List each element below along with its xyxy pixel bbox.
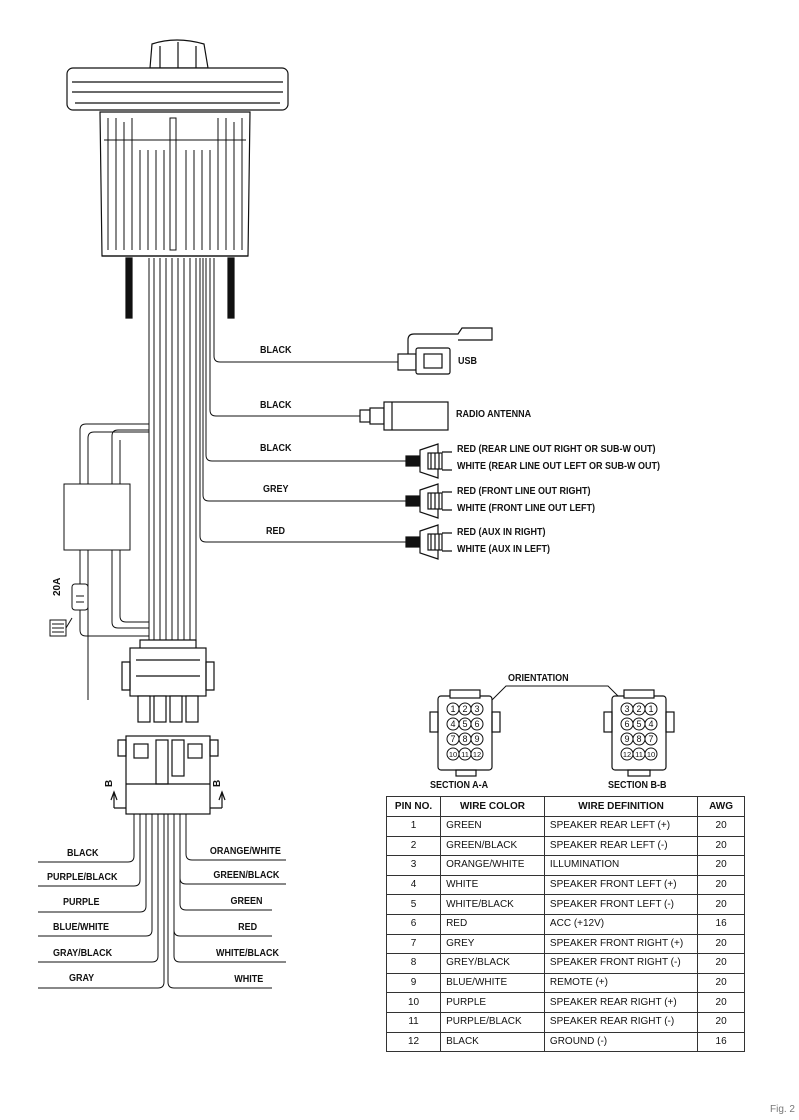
section-bb-label: SECTION B-B <box>608 780 667 791</box>
wire-definition-cell: SPEAKER REAR RIGHT (-) <box>544 1012 697 1032</box>
pin-cell: 3 <box>387 856 441 876</box>
right-wire-label: WHITE/BLACK <box>216 948 279 959</box>
table-row <box>387 895 745 915</box>
aux-red-label: RED (AUX IN RIGHT) <box>457 527 546 538</box>
left-wire-label: PURPLE/BLACK <box>47 872 118 883</box>
column-header: AWG <box>698 797 745 817</box>
pin-number: 8 <box>462 734 468 744</box>
column-header: PIN NO. <box>387 797 441 817</box>
pin-cell: 2 <box>387 836 441 856</box>
right-wire-label: WHITE <box>234 974 263 985</box>
pin-number: 10 <box>646 750 656 759</box>
right-wire-label: RED <box>237 922 257 933</box>
left-wire-label: BLUE/WHITE <box>53 922 109 933</box>
awg-cell: 20 <box>698 954 745 974</box>
rear-line-red-label: RED (REAR LINE OUT RIGHT OR SUB-W OUT) <box>457 444 656 455</box>
pin-cell: 8 <box>387 954 441 974</box>
awg-cell: 20 <box>698 875 745 895</box>
pin-cell: 12 <box>387 1032 441 1052</box>
pin-cell: 7 <box>387 934 441 954</box>
table-row <box>387 973 745 993</box>
pin-cell: 5 <box>387 895 441 915</box>
section-marker-right: B <box>212 779 223 787</box>
right-wire-label: GREEN <box>230 896 263 907</box>
wire-definition-cell: SPEAKER FRONT RIGHT (+) <box>544 934 697 954</box>
orientation-label: ORIENTATION <box>508 673 569 684</box>
orientation-line <box>492 686 618 700</box>
speaker-wires-right <box>168 814 286 988</box>
column-header: WIRE DEFINITION <box>544 797 697 817</box>
awg-cell: 16 <box>698 914 745 934</box>
wire-color-cell: WHITE/BLACK <box>441 895 545 915</box>
pin-number: 2 <box>636 704 642 714</box>
harness-connector-female <box>111 736 225 814</box>
wire-color-cell: GREEN/BLACK <box>441 836 545 856</box>
pin-table <box>386 796 745 1052</box>
table-row <box>387 954 745 974</box>
pin-cell: 1 <box>387 817 441 837</box>
awg-cell: 20 <box>698 817 745 837</box>
right-wire-label: ORANGE/WHITE <box>209 846 281 857</box>
pin-cell: 6 <box>387 914 441 934</box>
pin-cell: 9 <box>387 973 441 993</box>
pin-number: 7 <box>450 734 456 744</box>
wire-definition-cell: SPEAKER REAR RIGHT (+) <box>544 993 697 1013</box>
table-row <box>387 934 745 954</box>
pin-number: 7 <box>648 734 654 744</box>
pin-number: 6 <box>474 719 480 729</box>
wire-definition-cell: SPEAKER REAR LEFT (-) <box>544 836 697 856</box>
speaker-wires-left <box>38 814 164 988</box>
pin-cell: 4 <box>387 875 441 895</box>
figure-label: Fig. 2 <box>769 1104 795 1115</box>
wire-color-cell: GREY/BLACK <box>441 954 545 974</box>
pin-number: 9 <box>474 734 480 744</box>
wire-definition-cell: REMOTE (+) <box>544 973 697 993</box>
wire-color-cell: ORANGE/WHITE <box>441 856 545 876</box>
column-header: WIRE COLOR <box>441 797 545 817</box>
left-wire-label: PURPLE <box>63 897 100 908</box>
usb-label: USB <box>458 356 478 367</box>
pin-number: 5 <box>636 719 642 729</box>
left-wire-label: BLACK <box>67 848 99 859</box>
rca-front-line-out <box>406 484 452 518</box>
antenna-label: RADIO ANTENNA <box>456 409 532 420</box>
table-row <box>387 1012 745 1032</box>
wire-color-cell: GREEN <box>441 817 545 837</box>
usb-wire-label: BLACK <box>260 345 292 356</box>
pin-number: 6 <box>624 719 630 729</box>
rear-line-white-label: WHITE (REAR LINE OUT LEFT OR SUB-W OUT) <box>457 461 660 472</box>
section-marker-left: B <box>104 779 115 787</box>
table-row <box>387 875 745 895</box>
front-line-wire-label: GREY <box>263 484 289 495</box>
aux-wire-label: RED <box>266 526 286 537</box>
wire-definition-cell: ACC (+12V) <box>544 914 697 934</box>
awg-cell: 16 <box>698 1032 745 1052</box>
front-line-red-label: RED (FRONT LINE OUT RIGHT) <box>457 486 591 497</box>
pin-number: 12 <box>472 750 482 759</box>
wire-definition-cell: SPEAKER REAR LEFT (+) <box>544 817 697 837</box>
table-row <box>387 914 745 934</box>
pin-number: 11 <box>635 750 643 759</box>
wire-definition-cell: SPEAKER FRONT LEFT (+) <box>544 875 697 895</box>
wire-color-cell: WHITE <box>441 875 545 895</box>
fuse-label: 20A <box>52 577 63 596</box>
pin-cell: 11 <box>387 1012 441 1032</box>
pin-number: 4 <box>450 719 456 729</box>
usb-plug <box>398 328 492 374</box>
pin-number: 8 <box>636 734 642 744</box>
awg-cell: 20 <box>698 856 745 876</box>
table-row <box>387 1032 745 1052</box>
pin-number: 11 <box>461 750 469 759</box>
antenna-plug <box>360 402 448 430</box>
pin-number: 5 <box>462 719 468 729</box>
harness-connector-male <box>122 640 214 722</box>
pin-number: 1 <box>450 704 456 714</box>
wire-definition-cell: GROUND (-) <box>544 1032 697 1052</box>
pin-number: 4 <box>648 719 654 729</box>
pin-number: 10 <box>448 750 458 759</box>
pin-cell: 10 <box>387 993 441 1013</box>
table-row <box>387 817 745 837</box>
awg-cell: 20 <box>698 973 745 993</box>
wire-color-cell: GREY <box>441 934 545 954</box>
table-row <box>387 993 745 1013</box>
aux-white-label: WHITE (AUX IN LEFT) <box>457 544 550 555</box>
pin-number: 1 <box>648 704 654 714</box>
wire-color-cell: BLACK <box>441 1032 545 1052</box>
table-row <box>387 836 745 856</box>
pin-number: 3 <box>474 704 480 714</box>
rca-rear-line-out <box>406 444 452 478</box>
wire-definition-cell: ILLUMINATION <box>544 856 697 876</box>
pin-number: 12 <box>622 750 632 759</box>
wire-color-cell: BLUE/WHITE <box>441 973 545 993</box>
front-line-white-label: WHITE (FRONT LINE OUT LEFT) <box>457 503 595 514</box>
table-header-row <box>387 797 745 817</box>
section-aa-label: SECTION A-A <box>430 780 489 791</box>
pin-number: 3 <box>624 704 630 714</box>
wire-definition-cell: SPEAKER FRONT LEFT (-) <box>544 895 697 915</box>
awg-cell: 20 <box>698 1012 745 1032</box>
awg-cell: 20 <box>698 993 745 1013</box>
wire-color-cell: PURPLE <box>441 993 545 1013</box>
left-wire-label: GRAY/BLACK <box>53 948 113 959</box>
awg-cell: 20 <box>698 895 745 915</box>
table-row <box>387 856 745 876</box>
left-wire-label: GRAY <box>69 973 95 984</box>
wire-color-cell: PURPLE/BLACK <box>441 1012 545 1032</box>
pin-number: 2 <box>462 704 468 714</box>
rear-line-wire-label: BLACK <box>260 443 292 454</box>
right-wire-label: GREEN/BLACK <box>212 870 279 881</box>
antenna-wire-label: BLACK <box>260 400 292 411</box>
wire-color-cell: RED <box>441 914 545 934</box>
pin-number: 9 <box>624 734 630 744</box>
rca-aux-in <box>406 525 452 559</box>
wire-definition-cell: SPEAKER FRONT RIGHT (-) <box>544 954 697 974</box>
awg-cell: 20 <box>698 934 745 954</box>
awg-cell: 20 <box>698 836 745 856</box>
